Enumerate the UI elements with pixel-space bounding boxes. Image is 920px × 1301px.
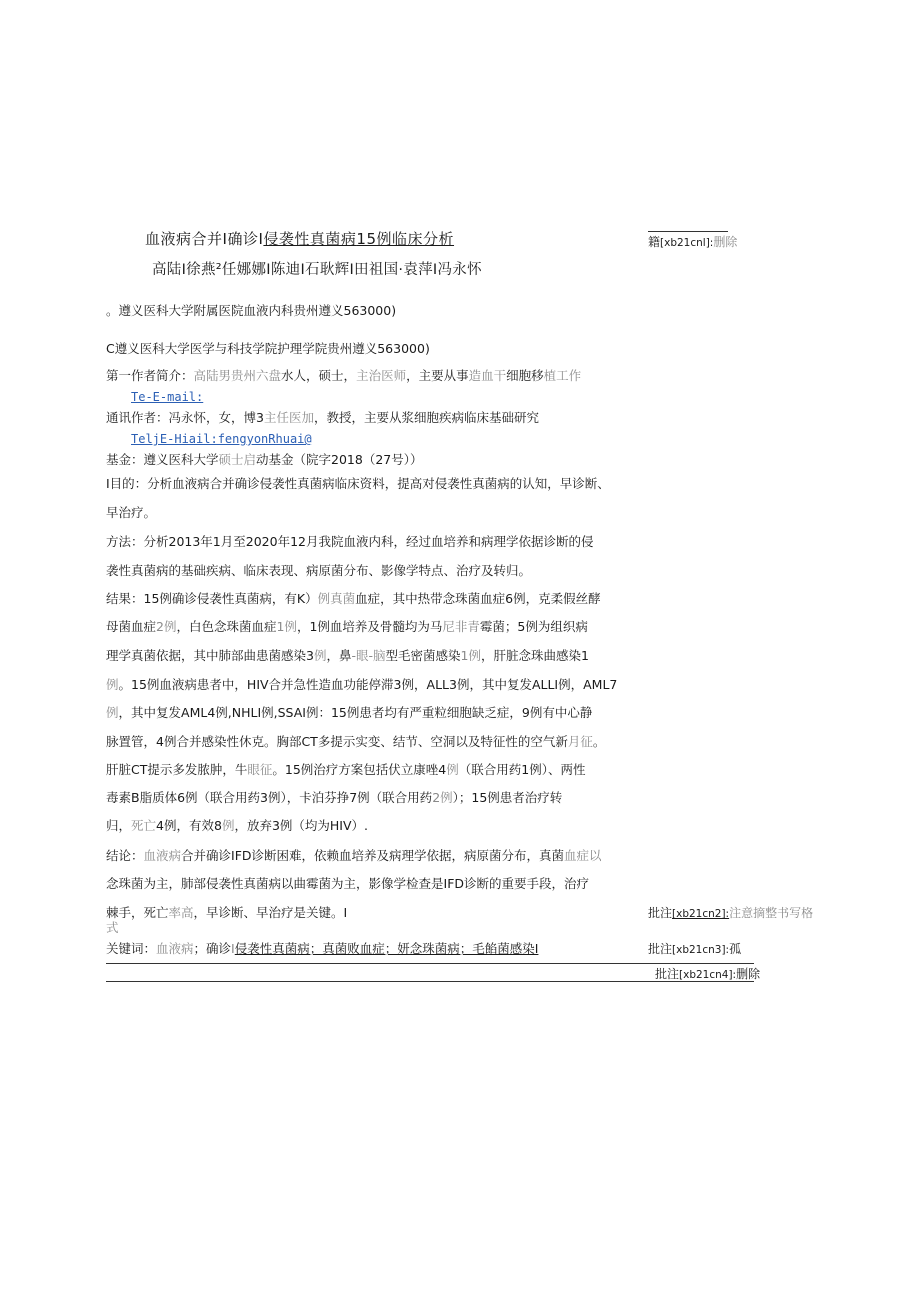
text-run: 血症以 bbox=[564, 848, 602, 863]
text-run: 冯永怀，女，博 bbox=[168, 410, 257, 425]
abstract-conclusion-line bbox=[106, 848, 602, 864]
keyword: ；确诊 bbox=[193, 941, 232, 956]
abstract-conclusion-line bbox=[106, 905, 347, 921]
abstract-methods: 方法：分析2013年1月至2020年12月我院血液内科，经过血培养和病理学依据诊断的侵 bbox=[106, 534, 594, 549]
text-run: ，早诊断、早治疗是关键。I bbox=[193, 905, 348, 920]
paper-title bbox=[145, 231, 454, 247]
title-part: I bbox=[258, 230, 264, 248]
text-run: 4例，有效8 bbox=[156, 818, 222, 833]
keywords-line bbox=[106, 941, 538, 957]
wrapped-comment-text: 式 bbox=[106, 920, 119, 935]
abstract-results-line bbox=[106, 818, 368, 834]
text-run: 水人，硕士， bbox=[281, 368, 357, 383]
comment-connector-line bbox=[648, 231, 728, 232]
comment-prefix: 批注 bbox=[648, 942, 673, 956]
abstract-results-line bbox=[106, 591, 601, 607]
text-run: 例 bbox=[313, 648, 327, 663]
text-run: 归， bbox=[106, 818, 132, 833]
text-run: 肝脏CT提示多发脓肿，牛 bbox=[106, 762, 248, 777]
text-run: 2例 bbox=[432, 790, 453, 805]
comment-text: 注意摘整书写格 bbox=[729, 906, 814, 920]
comment-tag: [xb21cn4]: bbox=[679, 969, 737, 981]
text-run: 细胞移 bbox=[506, 368, 544, 383]
text-run: 1例 bbox=[276, 619, 297, 634]
text-run: 月征 bbox=[567, 734, 593, 749]
text-run: 。15例血液病患者中，HIV合并急性造血功能停滞3例，ALL3例，其中复发ALLI例，AML7 bbox=[118, 677, 618, 692]
title-part: 确诊 bbox=[227, 230, 259, 248]
comment-tag: [xb21cn2]: bbox=[672, 908, 730, 920]
text-run: ，其中复发AML4例,NHLI例,SSAI例：15例患者均有严重粒细胞缺乏症，9例有中心静 bbox=[118, 705, 593, 720]
text-run: 硕士启 bbox=[218, 452, 257, 467]
fund-info bbox=[106, 452, 423, 468]
text-run: 3 bbox=[256, 410, 264, 425]
text-run: 血液病 bbox=[143, 848, 182, 863]
comment-connector-line bbox=[106, 963, 754, 964]
abstract-results-line bbox=[106, 648, 589, 664]
text-run: （联合用药1例）、两性 bbox=[458, 762, 586, 777]
text-run: I bbox=[231, 941, 235, 956]
keywords-label: 关键词： bbox=[106, 941, 157, 956]
text-run: 主任医加 bbox=[263, 410, 314, 425]
abstract-objective-cont: 早治疗。 bbox=[106, 505, 157, 520]
text-run: 例 bbox=[446, 762, 459, 777]
text-run: 例 bbox=[106, 677, 119, 692]
text-run: 血症，其中热带念珠菌血症6例，克柔假丝酵 bbox=[355, 591, 601, 606]
abstract-results-line bbox=[106, 734, 605, 750]
text-run: ，鼻 bbox=[326, 648, 352, 663]
text-run: 1例 bbox=[460, 648, 481, 663]
text-run: 尼非青 bbox=[442, 619, 480, 634]
text-run: 例 bbox=[221, 818, 235, 833]
abstract-conclusion-line: 念珠菌为主，肺部侵袭性真菌病以曲霉菌为主，影像学检查是IFD诊断的重要手段，治疗 bbox=[106, 876, 590, 891]
title-part: 血液病合并 bbox=[145, 230, 223, 248]
abstract-results-line bbox=[106, 619, 588, 635]
first-author-email[interactable]: Te-E-mail: bbox=[131, 390, 204, 404]
text-run: 母菌血症 bbox=[106, 619, 157, 634]
text-run: 理学真菌依据，其中肺部曲患菌感染3 bbox=[106, 648, 314, 663]
text-run: 动基金（院字2018（27号）） bbox=[256, 452, 423, 467]
abstract-objective: I目的：分析血液病合并确诊侵袭性真菌病临床资料，提高对侵袭性真菌病的认知，早诊断、 bbox=[106, 476, 610, 491]
text-run: ，主要从事 bbox=[406, 368, 469, 383]
text-run: 2例 bbox=[156, 619, 177, 634]
text-run: 死亡 bbox=[131, 818, 157, 833]
text-run: ，1例血培养及骨髓均为马 bbox=[296, 619, 443, 634]
text-run: 植工作 bbox=[543, 368, 582, 383]
corresponding-label: 通讯作者： bbox=[106, 410, 169, 425]
affiliation-1: 。遵义医科大学附属医院血液内科贵州遵义563000) bbox=[106, 303, 397, 318]
comment-bubble[interactable] bbox=[655, 966, 760, 983]
text-run: ，教授，主要从浆细胞疾病临床基础研究 bbox=[314, 410, 540, 425]
first-author-label: 第一作者简介： bbox=[106, 368, 194, 383]
text-run: 主治医师 bbox=[356, 368, 407, 383]
comment-text: 删除 bbox=[736, 967, 761, 981]
abstract-results-line bbox=[106, 705, 592, 721]
author-list: 高陆I徐燕²任娜娜I陈迪I石耿辉I田祖国·袁萍I冯永怀 bbox=[152, 262, 482, 278]
text-run: 棘手，死亡 bbox=[106, 905, 169, 920]
affiliation-2: C遵义医科大学医学与科技学院护理学院贵州遵义563000) bbox=[106, 341, 430, 356]
title-part: 例临床分析 bbox=[376, 230, 455, 248]
title-part: I bbox=[222, 230, 228, 248]
text-run: 合并确诊IFD诊断困难，依赖血培养及病理学依据，病原菌分布，真菌 bbox=[181, 848, 565, 863]
corresponding-email[interactable]: TeljE-Hiail:fengyonRhuai@ bbox=[131, 432, 312, 446]
text-run: 基金：遵义医科大学 bbox=[106, 452, 219, 467]
text-run: 例 bbox=[106, 705, 119, 720]
text-run: 。15例治疗方案包括伏立康唑4 bbox=[272, 762, 447, 777]
text-run: 。 bbox=[592, 734, 606, 749]
text-run: -眼-脑 bbox=[351, 648, 386, 663]
comment-prefix: 批注 bbox=[655, 967, 680, 981]
comment-prefix: 批注 bbox=[648, 906, 673, 920]
abstract-methods-cont: 袭性真菌病的基础疾病、临床表现、病原菌分布、影像学特点、治疗及转归。 bbox=[106, 563, 532, 578]
title-part: 15 bbox=[356, 230, 377, 248]
text-run: 贵州六盘 bbox=[231, 368, 282, 383]
text-run: ，肝脏念珠曲感染1 bbox=[481, 648, 589, 663]
comment-text: 删除 bbox=[713, 235, 738, 249]
keyword: 血液病 bbox=[156, 941, 194, 956]
text-run: 造血干 bbox=[468, 368, 507, 383]
text-run: 眼征 bbox=[247, 762, 273, 777]
text-run: ）；15例患者治疗转 bbox=[452, 790, 563, 805]
text-run: 结果：15例确诊侵袭性真菌病，有K） bbox=[106, 591, 318, 606]
text-run: 例真菌 bbox=[317, 591, 356, 606]
text-run: 脉置管，4例合并感染性休克。胸部CT多提示实变、结节、空洞以及特征性的空气新 bbox=[106, 734, 568, 749]
text-run: 毒素B脂质体6例（联合用药3例），卡泊芬挣7例（联合用药 bbox=[106, 790, 433, 805]
text-run: 霉菌；5例为组织病 bbox=[479, 619, 588, 634]
corresponding-author-info bbox=[106, 410, 539, 426]
title-part: 侵袭性真菌病 bbox=[263, 230, 357, 248]
comment-text: 孤 bbox=[729, 942, 742, 956]
comment-tag: [xb21cn3]: bbox=[672, 944, 730, 956]
comment-tag: [xb21cnl]: bbox=[660, 237, 714, 249]
comment-prefix: 籍 bbox=[648, 235, 661, 249]
text-run: 结论： bbox=[106, 848, 144, 863]
abstract-results-line bbox=[106, 762, 585, 778]
comment-bubble[interactable] bbox=[648, 941, 741, 958]
comment-bubble[interactable] bbox=[648, 905, 813, 922]
abstract-results-line bbox=[106, 677, 617, 693]
first-author-info bbox=[106, 368, 581, 384]
comment-bubble[interactable] bbox=[648, 234, 737, 251]
text-run: 高陆男 bbox=[193, 368, 232, 383]
abstract-results-line bbox=[106, 790, 562, 806]
text-run: 型毛密菌感染 bbox=[385, 648, 461, 663]
text-run: 率高 bbox=[168, 905, 194, 920]
text-run: ，放弃3例（均为HIV）. bbox=[234, 818, 369, 833]
text-run: ，白色念珠菌血症 bbox=[176, 619, 277, 634]
keyword: 侵袭性真菌病；真菌败血症；妍念珠菌病；毛餡菌感染I bbox=[234, 941, 539, 956]
